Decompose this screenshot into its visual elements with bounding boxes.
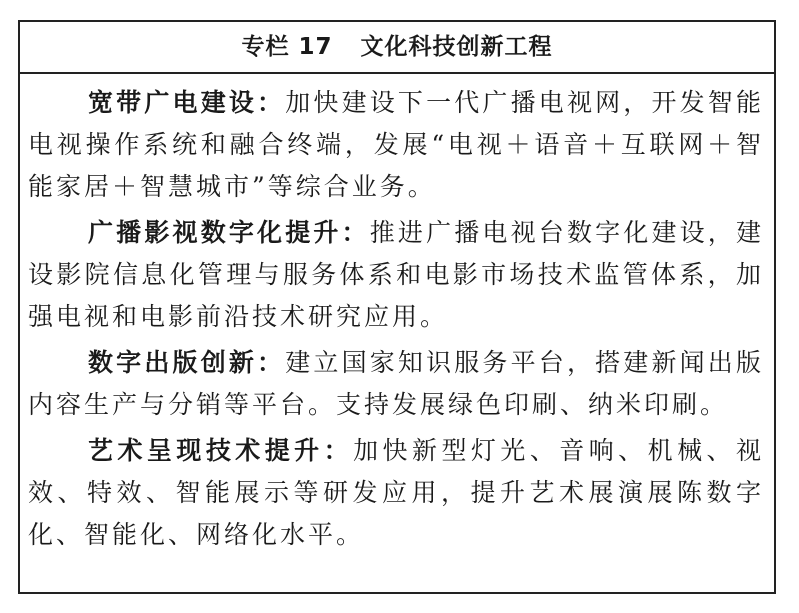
paragraph-art-presentation [28,430,764,556]
paragraph-lead: 艺术呈现技术提升： [88,436,354,465]
column-box [18,20,776,594]
column-title [20,22,774,74]
paragraph-lead: 广播影视数字化提升： [88,218,370,247]
paragraph-broadband-broadcast [28,82,764,208]
paragraph-digital-publishing [28,342,764,426]
paragraph-lead: 宽带广电建设： [88,88,286,117]
paragraph-body: 加快新型灯光、音响、机械、视效、特效、智能展示等研发应用，提升艺术展演展陈数字化、智能化、网络化水平。 [28,436,764,549]
column-content [20,74,774,560]
paragraph-body: 加快建设下一代广播电视网，开发智能电视操作系统和融合终端，发展“电视＋语音＋互联网＋智能家居＋智慧城市”等综合业务。 [28,88,764,201]
column-heading: 文化科技创新工程 [360,34,553,60]
paragraph-film-tv-digitalization [28,212,764,338]
paragraph-body: 建立国家知识服务平台，搭建新闻出版内容生产与分销等平台。支持发展绿色印刷、纳米印刷。 [28,348,764,419]
paragraph-lead: 数字出版创新： [88,348,286,377]
paragraph-body: 推进广播电视台数字化建设，建设影院信息化管理与服务体系和电影市场技术监管体系，加强电视和电影前沿技术研究应用。 [28,218,764,331]
column-number: 专栏 17 [241,34,333,60]
